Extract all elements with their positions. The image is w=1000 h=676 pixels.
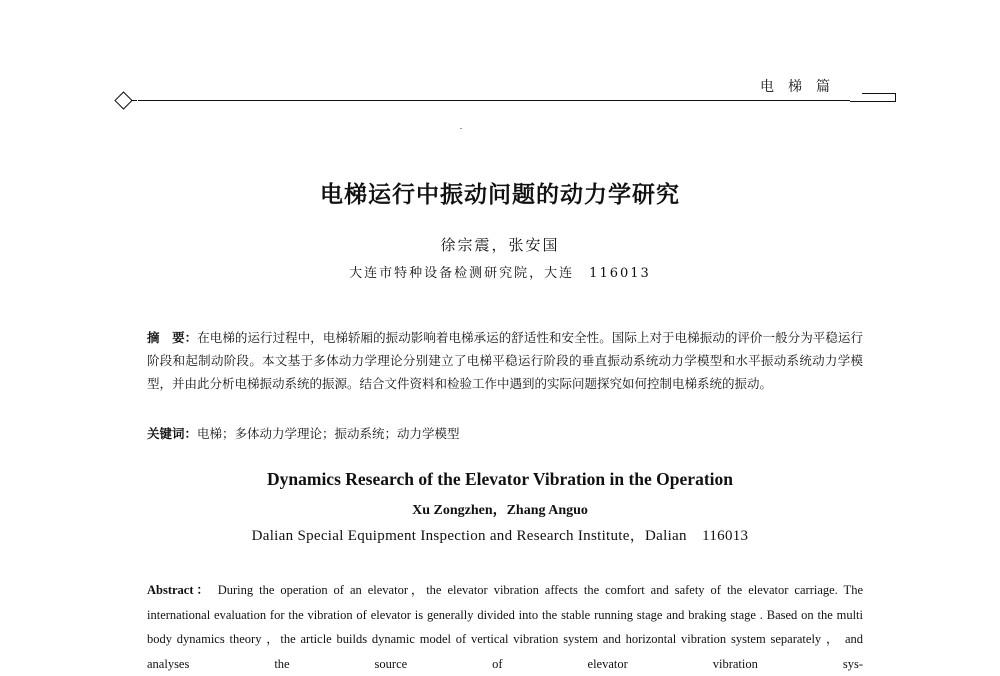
chinese-abstract-text: 在电梯的运行过程中，电梯轿厢的振动影响着电梯承运的舒适性和安全性。国际上对于电梯振动的评价一般分为平稳运行阶段和起制动阶段。本文基于多体动力学理论分别建立了电梯平稳运行阶段的垂直振动系统动力学模型和水平振动系统动力学模型，并由此分析电梯振动系统的振源。结合文件资料和检验工作中遇到的实际问题探究如何控制电梯系统的振动。 [147,330,863,391]
chinese-authors: 徐宗震，张安国 [440,236,560,254]
english-authors: Xu Zongzhen，Zhang Anguo [412,503,588,518]
header-rule-stub [131,100,137,101]
header-tab [862,93,896,102]
english-title: Dynamics Research of the Elevator Vibration in the Operation [267,469,733,489]
english-affiliation: Dalian Special Equipment Inspection and Research Institute，Dalian 116013 [251,528,749,544]
chinese-abstract [147,326,863,395]
chinese-title: 电梯运行中振动问题的动力学研究 [320,182,680,208]
chinese-abstract-label: 摘 要： [147,330,198,345]
diamond-ornament-icon [114,91,132,109]
section-label: 电梯篇 [760,79,844,95]
header-rule [138,100,850,101]
english-abstract-text: During the operation of an elevator，the elevator vibration affects the comfort and safety of the elevator carriage. The international evaluation for the vibration of elevator is generally divided into the stable running stage and braking stage . Based on the multi body dynamics theory ，the article builds dynamic model of vertical vibration system and horizontal vibration system separately ， and analyses the source of elevator vibration sys- [147,583,863,671]
english-abstract-label: Abstract： [147,583,212,597]
english-abstract [147,578,863,676]
speck [460,128,462,129]
chinese-keywords [147,424,863,444]
chinese-affiliation: 大连市特种设备检测研究院，大连 116013 [349,266,651,281]
chinese-keywords-text: 电梯；多体动力学理论；振动系统；动力学模型 [197,426,460,441]
chinese-keywords-label: 关键词： [147,426,198,441]
